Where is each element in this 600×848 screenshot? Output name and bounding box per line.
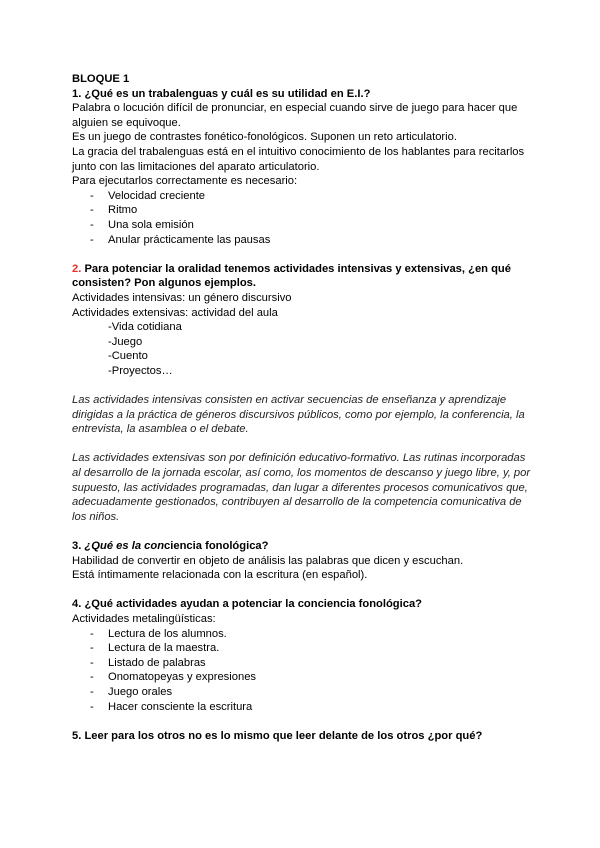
list-item: - Listado de palabras	[72, 656, 532, 671]
list-item: - Velocidad creciente	[72, 189, 532, 204]
list-item: - Juego orales	[72, 685, 532, 700]
q2-intensive-text: Las actividades intensivas consisten en activar secuencias de enseñanza y aprendizaje dirigidas a la práctica de géneros discursivos públicos, como por ejemplo, la conferencia, la entrevista, la asamblea o el debate.	[72, 394, 525, 436]
list-item: - Hacer consciente la escritura	[72, 700, 532, 715]
block-title: BLOQUE 1	[72, 73, 130, 85]
q4-list	[72, 627, 532, 715]
list-item: -Cuento	[108, 350, 148, 363]
q2-line: Actividades extensivas: actividad del aula	[72, 306, 278, 319]
q1-paragraph: Para ejecutarlos correctamente es necesario:	[72, 175, 298, 188]
q1-paragraph: Es un juego de contrastes fonético-fonológicos. Suponen un reto articulatorio.	[72, 131, 457, 144]
q3-paragraph: Habilidad de convertir en objeto de análisis las palabras que dicen y escuchan.	[72, 554, 464, 567]
list-item: - Lectura de la maestra.	[72, 641, 532, 656]
q1-paragraph: La gracia del trabalenguas está en el intuitivo conocimiento de los hablantes para recitarlos junto con las limitaciones del aparato articulatorio.	[72, 145, 525, 173]
question-2-text: Para potenciar la oralidad tenemos actividades intensivas y extensivas, ¿en qué consisten? Pon algunos ejemplos.	[72, 262, 511, 290]
list-item: -Proyectos…	[108, 364, 173, 377]
question-1: 1. ¿Qué es un trabalenguas y cuál es su utilidad en E.I.?	[72, 87, 371, 100]
question-5: 5. Leer para los otros no es lo mismo que leer delante de los otros ¿por qué?	[72, 729, 483, 742]
q1-paragraph: Palabra o locución difícil de pronunciar, en especial cuando sirve de juego para hacer que alguien se equivoque.	[72, 102, 518, 129]
list-item: - Ritmo	[72, 203, 532, 218]
q2-list	[72, 320, 532, 378]
document-content	[72, 72, 532, 743]
question-4: 4. ¿Qué actividades ayudan a potenciar la conciencia fonológica?	[72, 598, 423, 611]
list-item: - Anular prácticamente las pausas	[72, 233, 532, 248]
q2-line: Actividades intensivas: un género discursivo	[72, 291, 292, 304]
list-item: - Lectura de los alumnos.	[72, 627, 532, 642]
q4-intro: Actividades metalingüísticas:	[72, 612, 216, 625]
question-2	[72, 262, 532, 291]
question-3: 3. ¿Qué es la conciencia fonológica?	[72, 540, 269, 552]
question-3-italic: ¿Qué es la con	[84, 540, 165, 552]
question-3-rest: ciencia fonológica?	[164, 540, 269, 552]
list-item: -Juego	[108, 335, 143, 348]
q2-extensive-text: Las actividades extensivas son por definición educativo-formativo. Las rutinas incorporadas al desarrollo de la jornada escolar, así como, los momentos de descanso y juego libre, y, por supuesto, las actividades programadas, dan lugar a diferentes procesos comunicativos que, adecuadamente gestionados, contribuyen al desarrollo de la competencia comunicativa de los niños.	[72, 452, 531, 523]
q3-paragraph: Está íntimamente relacionada con la escritura (en español).	[72, 569, 368, 582]
list-item: - Onomatopeyas y expresiones	[72, 670, 532, 685]
list-item: -Vida cotidiana	[108, 321, 182, 334]
list-item: - Una sola emisión	[72, 218, 532, 233]
question-2-number: 2.	[72, 262, 82, 275]
q1-list	[72, 189, 532, 247]
